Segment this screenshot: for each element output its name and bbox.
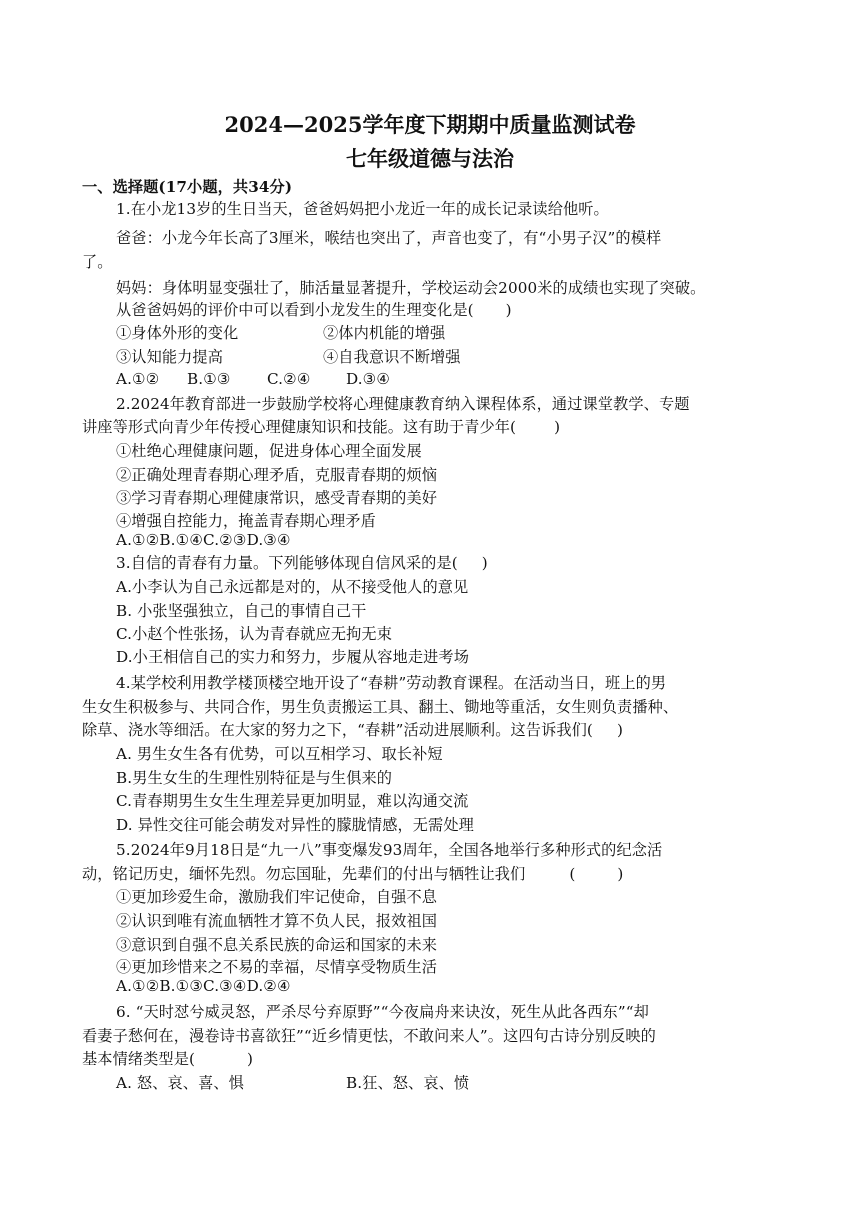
q4-option-d: D. 异性交往可能会萌发对异性的朦胧情感，无需处理 [116,816,474,834]
q1-dad-line2: 了。 [82,253,113,271]
exam-subtitle: 七年级道德与法治 [346,146,514,171]
q1-option-4: ④自我意识不断增强 [323,348,461,366]
q5-line1: 5.2024年9月18日是“九一八”事变爆发93周年，全国各地举行多种形式的纪念活 [116,841,663,859]
q5-option-2: ②认识到唯有流血牺牲才算不负人民，报效祖国 [116,912,438,930]
q5-option-4: ④更加珍惜来之不易的幸福，尽情享受物质生活 [116,958,438,976]
q4-line1: 4.某学校利用教学楼顶楼空地开设了“春耕”劳动教育课程。在活动当日，班上的男 [116,674,667,692]
q4-option-b: B.男生女生的生理性别特征是与生俱来的 [116,769,393,787]
q3-option-d: D.小王相信自己的实力和努力，步履从容地走进考场 [116,648,469,666]
q3-option-c: C.小赵个性张扬，认为青春就应无拘无束 [116,625,392,643]
q4-option-c: C.青春期男生女生生理差异更加明显，难以沟通交流 [116,792,469,810]
q5-answers: A.①②B.①③C.③④D.②④ [116,977,291,995]
q4-line3: 除草、浇水等细活。在大家的努力之下，“春耕”活动进展顺利。这告诉我们( ) [82,721,623,739]
q1-answer-d: D.③④ [346,370,391,388]
q2-line2: 讲座等形式向青少年传授心理健康知识和技能。这有助于青少年( ) [82,418,561,436]
exam-title: 2024—2025学年度下期期中质量监测试卷 [224,112,636,137]
q1-stem: 1.在小龙13岁的生日当天，爸爸妈妈把小龙近一年的成长记录读给他听。 [116,200,609,218]
q3-option-a: A.小李认为自己永远都是对的，从不接受他人的意见 [116,578,469,596]
q6-line1: 6. “天时怼兮威灵怒，严杀尽兮弃原野”“今夜扁舟来诀汝，死生从此各西东”“却 [116,1003,649,1021]
q6-line3: 基本情绪类型是( ) [82,1050,254,1068]
q1-dad-line1: 爸爸：小龙今年长高了3厘米，喉结也突出了，声音也变了，有“小男子汉”的模样 [116,229,662,247]
q4-line2: 生女生积极参与、共同合作，男生负责搬运工具、翻土、锄地等重活，女生则负责播种、 [82,698,679,716]
section-heading: 一、选择题(17小题，共34分) [82,178,293,196]
q2-line1: 2.2024年教育部进一步鼓励学校将心理健康教育纳入课程体系，通过课堂教学、专题 [116,395,690,413]
q5-option-3: ③意识到自强不息关系民族的命运和国家的未来 [116,936,438,954]
q3-option-b: B. 小张坚强独立，自己的事情自己干 [116,602,367,620]
q1-answer-b: B.①③ [187,370,231,388]
q1-answer-a: A.①② [116,370,160,388]
q6-line2: 看妻子愁何在，漫卷诗书喜欲狂”“近乡情更怯，不敢问来人”。这四句古诗分别反映的 [82,1027,656,1045]
q3-stem: 3.自信的青春有力量。下列能够体现自信风采的是( ) [116,554,488,572]
q4-option-a: A. 男生女生各有优势，可以互相学习、取长补短 [116,745,443,763]
q1-mom: 妈妈：身体明显变强壮了，肺活量显著提升，学校运动会2000米的成绩也实现了突破。 [116,279,706,297]
q1-ask: 从爸爸妈妈的评价中可以看到小龙发生的生理变化是( ) [116,301,512,319]
q1-option-1: ①身体外形的变化 [116,324,239,342]
q6-option-b: B.狂、怒、哀、愤 [346,1074,470,1092]
q2-option-1: ①杜绝心理健康问题，促进身体心理全面发展 [116,442,422,460]
q1-answer-c: C.②④ [267,370,311,388]
q2-option-2: ②正确处理青春期心理矛盾，克服青春期的烦恼 [116,466,438,484]
q2-option-3: ③学习青春期心理健康常识，感受青春期的美好 [116,489,438,507]
q5-option-1: ①更加珍爱生命，激励我们牢记使命，自强不息 [116,888,438,906]
q1-option-2: ②体内机能的增强 [323,324,446,342]
q6-option-a: A. 怒、哀、喜、惧 [116,1074,244,1092]
q2-answers: A.①②B.①④C.②③D.③④ [116,531,291,549]
q5-line2: 动，铭记历史，缅怀先烈。勿忘国耻，先辈们的付出与牺牲让我们 ( ) [82,865,624,883]
q1-option-3: ③认知能力提高 [116,348,224,366]
q2-option-4: ④增强自控能力，掩盖青春期心理矛盾 [116,512,376,530]
